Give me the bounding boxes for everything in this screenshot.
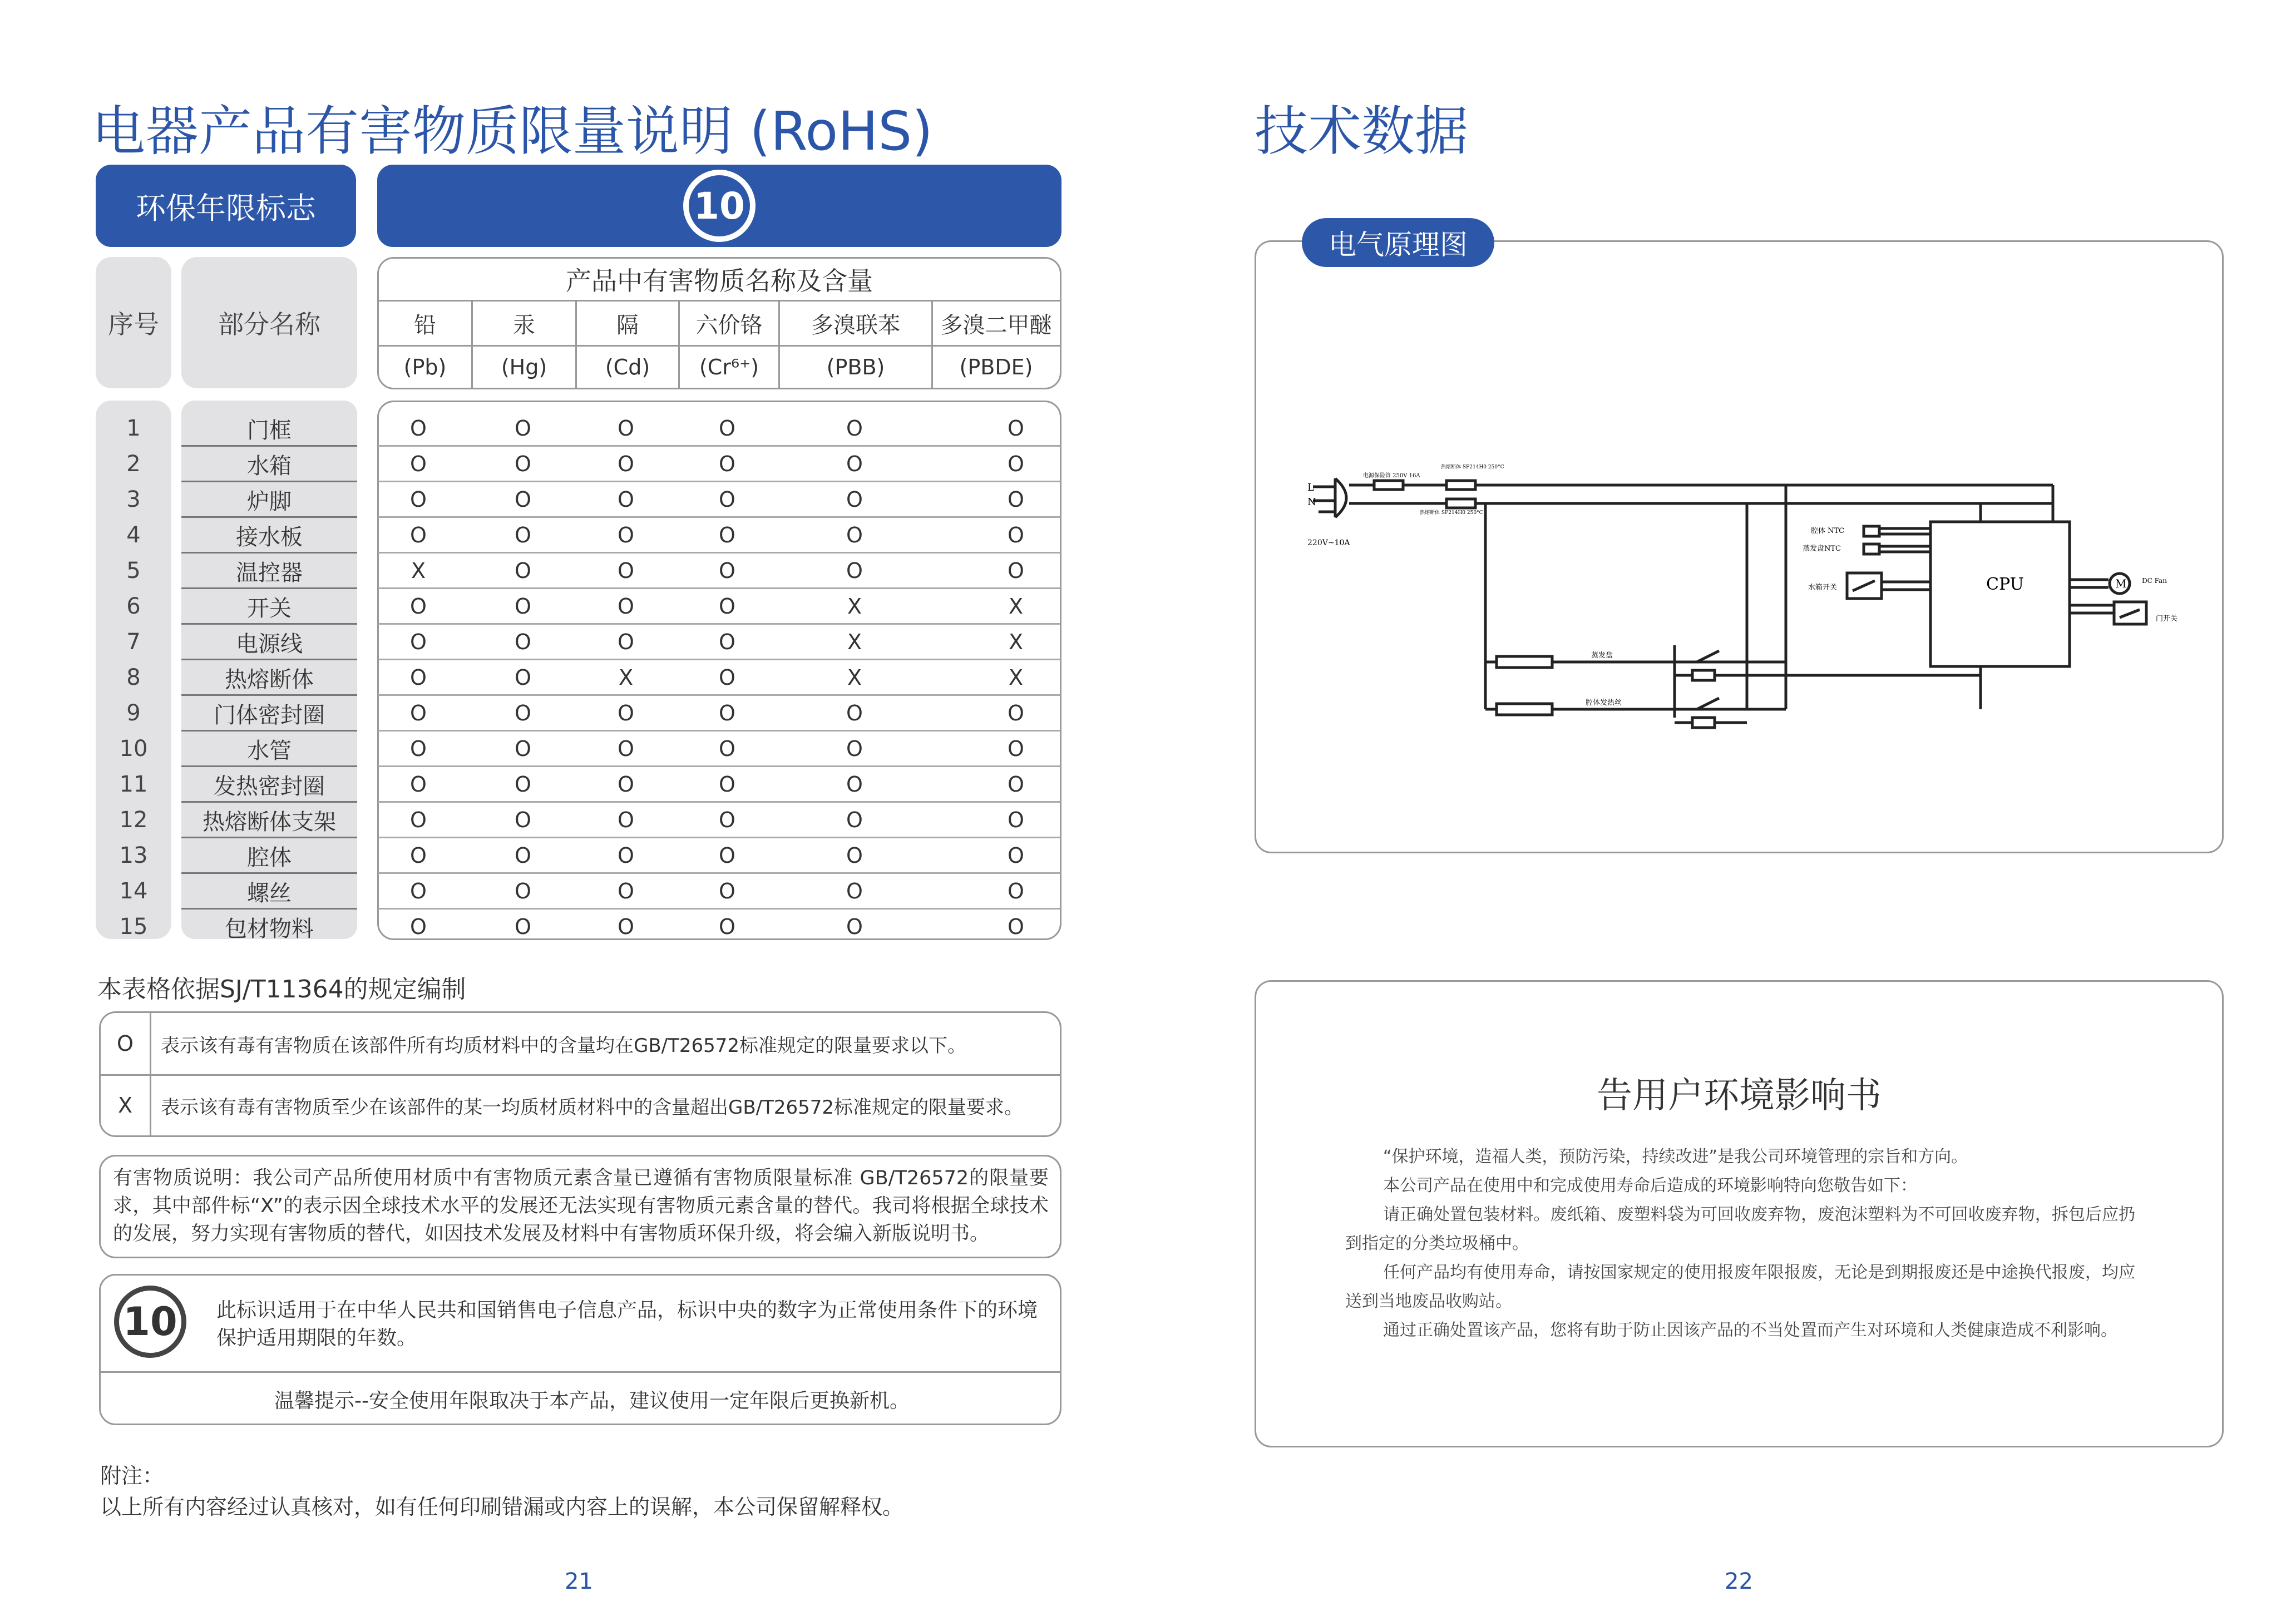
page-title-tech-data: 技术数据	[1255, 100, 1468, 162]
legend-x-symbol: X	[117, 1093, 133, 1118]
substance-mark: O	[1008, 701, 1024, 725]
substance-mark: O	[410, 487, 427, 512]
power-rating: 220V~10A	[1307, 538, 1350, 547]
substance-mark: O	[719, 559, 735, 583]
substance-mark: O	[846, 487, 863, 512]
logo-explanation-box	[99, 1274, 1061, 1425]
row-number: 2	[126, 451, 141, 477]
substance-mark: X	[847, 665, 862, 690]
col-seq-label: 序号	[108, 309, 159, 339]
substance-name-pbb: 多溴联苯	[811, 312, 900, 338]
substance-name-pb: 铅	[414, 312, 436, 338]
substance-mark: O	[846, 737, 863, 761]
cpu-label: CPU	[1986, 575, 2024, 594]
substance-mark: O	[719, 915, 735, 939]
substance-mark: O	[410, 523, 427, 547]
plug-label-l: L	[1307, 482, 1314, 493]
env-paragraph-2: 本公司产品在使用中和完成使用寿命后造成的环境影响特向您敬告如下：	[1383, 1176, 1917, 1195]
substance-mark: O	[618, 772, 634, 797]
page-number-left: 21	[565, 1569, 593, 1594]
substance-mark: O	[719, 879, 735, 903]
substance-mark: O	[515, 665, 531, 690]
row-part-name: 螺丝	[247, 880, 292, 906]
substance-mark: O	[410, 915, 427, 939]
env-paragraph-3: 请正确处置包装材料。废纸箱、废塑料袋为可回收废弃物，废泡沫塑料为不可回收废弃物，拆包后应扔到指定的分类垃圾桶中。	[1345, 1205, 2135, 1253]
fuse-2	[1446, 481, 1475, 490]
substance-mark: O	[410, 701, 427, 725]
substance-symbol-pbde: (PBDE)	[959, 354, 1033, 379]
substance-mark: O	[618, 879, 634, 903]
substance-mark: O	[410, 772, 427, 797]
row-number: 8	[126, 665, 141, 690]
substance-symbol-hg: (Hg)	[501, 354, 547, 379]
ntc-label-2: 蒸发盘NTC	[1803, 545, 1841, 553]
substance-mark: O	[515, 487, 531, 512]
substance-mark: O	[846, 843, 863, 868]
substance-mark: O	[410, 665, 427, 690]
env-label: 环保年限标志	[136, 190, 316, 226]
substance-name-cd: 隔	[616, 312, 639, 338]
substance-mark: O	[846, 915, 863, 939]
substance-mark: O	[515, 915, 531, 939]
substance-mark: O	[719, 487, 735, 512]
row-part-name: 温控器	[236, 560, 303, 586]
legend-box	[99, 1011, 1061, 1137]
logo-explanation-text: 此标识适用于在中华人民共和国销售电子信息产品，标识中央的数字为正常使用条件下的环境保护适用期限的年数。	[216, 1299, 1038, 1350]
heater-2	[1497, 704, 1552, 715]
substance-symbol-cd: (Cd)	[605, 354, 650, 379]
substance-mark: O	[618, 843, 634, 868]
substance-mark: O	[719, 665, 735, 690]
substance-header-table	[377, 257, 1061, 389]
substance-mark: X	[1008, 594, 1024, 619]
substance-mark: O	[846, 452, 863, 476]
substance-mark: O	[1008, 915, 1024, 939]
row-number: 6	[126, 594, 141, 619]
row-part-name: 包材物料	[225, 916, 314, 942]
substance-mark: X	[411, 559, 426, 583]
substance-mark: O	[1008, 523, 1024, 547]
legend-o-symbol: O	[117, 1031, 134, 1056]
row-number: 1	[126, 416, 141, 441]
legend-x-text: 表示该有毒有害物质至少在该部件的某一均质材质材料中的含量超出GB/T26572标准规定的限量要求。	[161, 1096, 1024, 1119]
substance-mark: O	[618, 594, 634, 619]
substance-mark: O	[515, 737, 531, 761]
diagram-label: 电气原理图	[1329, 229, 1468, 261]
substance-mark: O	[618, 630, 634, 654]
heater-label-2: 腔体发热丝	[1586, 699, 1622, 707]
env-statement-title: 告用户环境影响书	[1597, 1075, 1882, 1116]
substance-mark: O	[410, 879, 427, 903]
substance-mark: O	[618, 808, 634, 832]
substance-mark: O	[515, 523, 531, 547]
row-part-name: 腔体	[247, 844, 292, 871]
substance-mark: O	[1008, 416, 1024, 441]
col-part-label: 部分名称	[218, 309, 320, 339]
substance-mark: O	[618, 559, 634, 583]
substance-name-pbde: 多溴二甲醚	[940, 312, 1052, 338]
substance-mark: O	[719, 843, 735, 868]
substance-mark: O	[618, 416, 634, 441]
row-number: 9	[126, 700, 141, 726]
env-statement-body	[1345, 1143, 2135, 1345]
row-part-name: 热熔断体支架	[203, 809, 336, 835]
plug-curve	[1335, 478, 1346, 517]
row-number: 11	[119, 772, 148, 797]
substance-mark: O	[1008, 879, 1024, 903]
substance-mark: O	[1008, 487, 1024, 512]
substance-mark: O	[846, 523, 863, 547]
substance-mark: O	[719, 416, 735, 441]
substance-mark: O	[719, 737, 735, 761]
row-number: 3	[126, 487, 141, 512]
substance-mark: O	[515, 701, 531, 725]
substance-mark: O	[410, 594, 427, 619]
fuse-label-2b: 热熔断体 SF214H0 250°C	[1420, 510, 1483, 516]
substance-mark: X	[1008, 630, 1024, 654]
row-part-name: 水箱	[247, 453, 292, 479]
plug-label-n: N	[1307, 496, 1316, 508]
row-part-name: 发热密封圈	[214, 773, 325, 799]
substance-mark: O	[719, 772, 735, 797]
appendix-text: 以上所有内容经过认真核对，如有任何印刷错漏或内容上的误解，本公司保留解释权。	[100, 1495, 904, 1519]
substance-mark: O	[846, 416, 863, 441]
row-number: 5	[126, 558, 141, 584]
substance-mark: O	[846, 772, 863, 797]
substance-mark: X	[618, 665, 634, 690]
row-number: 7	[126, 629, 141, 655]
col-header-seq	[96, 257, 171, 388]
row-number: 14	[119, 878, 148, 904]
hazard-explanation-box	[99, 1155, 1061, 1258]
logo-number: 10	[123, 1299, 177, 1345]
substance-mark: O	[719, 594, 735, 619]
substance-header-title: 产品中有害物质名称及含量	[566, 266, 873, 296]
substance-symbol-pbb: (PBB)	[826, 354, 885, 379]
substance-mark: O	[719, 701, 735, 725]
env-label-box	[96, 165, 356, 247]
substance-symbol-cr: (Cr⁶⁺)	[699, 354, 759, 379]
row-number: 15	[119, 914, 148, 940]
heater-label-1: 蒸发盘	[1591, 651, 1613, 660]
env-logo-box	[377, 165, 1061, 247]
row-number: 13	[119, 843, 148, 868]
substance-mark: O	[846, 808, 863, 832]
substance-mark: O	[1008, 452, 1024, 476]
substance-name-hg: 汞	[513, 312, 535, 338]
hazard-explanation-text: 有害物质说明：我公司产品所使用材质中有害物质元素含量已遵循有害物质限量标准 GB/T26572的限量要求，其中部件标“X”的表示因全球技术水平的发展还无法实现有害物质元素含量的替代。我司将根据全球技术的发展，努力实现有害物质的替代，如因技术发展及材料中有害物质环保升级，将会编入新版说明书。	[113, 1167, 1049, 1245]
substance-mark: O	[1008, 808, 1024, 832]
row-part-name: 水管	[247, 738, 292, 764]
substance-mark: O	[410, 416, 427, 441]
row-part-name: 开关	[247, 595, 292, 621]
motor-symbol: M	[2115, 577, 2127, 590]
substance-mark: X	[847, 630, 862, 654]
row-part-name: 接水板	[236, 524, 303, 550]
env-protection-logo-icon	[683, 170, 756, 242]
diagram-label-box	[1302, 218, 1494, 267]
substance-mark: X	[1008, 665, 1024, 690]
substance-mark: O	[410, 843, 427, 868]
substance-mark: O	[618, 737, 634, 761]
warm-tip: 温馨提示--安全使用年限取决于本产品，建议使用一定年限后更换新机。	[274, 1389, 910, 1412]
row-part-name: 热熔断体	[225, 666, 314, 693]
substance-mark: O	[515, 808, 531, 832]
env-paragraph-5: 通过正确处置该产品，您将有助于防止因该产品的不当处置而产生对环境和人类健康造成不利影响。	[1383, 1321, 2117, 1340]
fuse-3	[1446, 499, 1475, 508]
page-title-rohs: 电器产品有害物质限量说明 (RoHS)	[92, 100, 933, 162]
env-protection-period-icon	[114, 1286, 186, 1358]
substance-mark: O	[410, 737, 427, 761]
substance-mark: O	[1008, 737, 1024, 761]
substance-mark: O	[719, 630, 735, 654]
substance-mark: O	[515, 843, 531, 868]
substance-mark: O	[515, 594, 531, 619]
legend-o-text: 表示该有毒有害物质在该部件所有均质材料中的含量均在GB/T26572标准规定的限量要求以下。	[161, 1034, 967, 1057]
substance-mark: O	[515, 559, 531, 583]
substance-mark: O	[719, 523, 735, 547]
env-paragraph-4: 任何产品均有使用寿命，请按国家规定的使用报废年限报废，无论是到期报废还是中途换代报废，均应送到当地废品收购站。	[1345, 1263, 2135, 1311]
substance-mark: O	[515, 772, 531, 797]
substance-mark: O	[618, 452, 634, 476]
substance-mark: O	[515, 630, 531, 654]
substance-mark: O	[515, 452, 531, 476]
substance-mark: O	[515, 879, 531, 903]
basis-note: 本表格依据SJ/T11364的规定编制	[97, 975, 466, 1004]
heater-1	[1497, 656, 1552, 668]
appendix-label: 附注：	[100, 1464, 164, 1488]
electrical-schematic	[1274, 456, 2209, 745]
row-number: 4	[126, 522, 141, 548]
fuse-label-1: 电源保险管 250V 16A	[1363, 473, 1420, 479]
row-number: 10	[119, 736, 148, 762]
row-part-name: 门体密封圈	[214, 702, 325, 728]
substance-mark: O	[719, 452, 735, 476]
substance-mark: O	[515, 416, 531, 441]
row-part-name: 炉脚	[247, 488, 292, 515]
substance-mark: O	[846, 879, 863, 903]
substance-mark: X	[847, 594, 862, 619]
ntc-label-1: 腔体 NTC	[1811, 527, 1845, 535]
substance-symbol-pb: (Pb)	[403, 354, 447, 379]
page-number-right: 22	[1725, 1569, 1753, 1594]
cpu-box	[1930, 522, 2070, 666]
substance-mark: O	[1008, 843, 1024, 868]
substance-mark: O	[618, 915, 634, 939]
substance-mark: O	[618, 487, 634, 512]
env-paragraph-1: “保护环境，造福人类，预防污染，持续改进”是我公司环境管理的宗旨和方向。	[1383, 1147, 1968, 1167]
substance-mark: O	[1008, 559, 1024, 583]
water-switch-label: 水箱开关	[1808, 584, 1838, 592]
substance-mark: O	[846, 559, 863, 583]
substance-mark: O	[719, 808, 735, 832]
substance-mark: O	[846, 701, 863, 725]
substance-mark: O	[618, 523, 634, 547]
col-header-part	[181, 257, 357, 388]
door-switch-label: 门开关	[2156, 615, 2178, 623]
substance-mark: O	[1008, 772, 1024, 797]
substance-mark: O	[410, 630, 427, 654]
substance-mark: O	[410, 452, 427, 476]
fan-label: DC Fan	[2142, 577, 2167, 585]
fuse-label-2a: 热熔断体 SF214H0 250°C	[1441, 464, 1504, 470]
fuse-1	[1374, 481, 1403, 490]
row-part-name: 门框	[247, 417, 292, 443]
substance-mark: O	[618, 701, 634, 725]
row-part-name: 电源线	[236, 631, 303, 657]
substance-mark: O	[410, 808, 427, 832]
substance-name-cr: 六价铬	[695, 312, 763, 338]
env-logo-number: 10	[694, 184, 745, 228]
row-number: 12	[119, 807, 148, 833]
